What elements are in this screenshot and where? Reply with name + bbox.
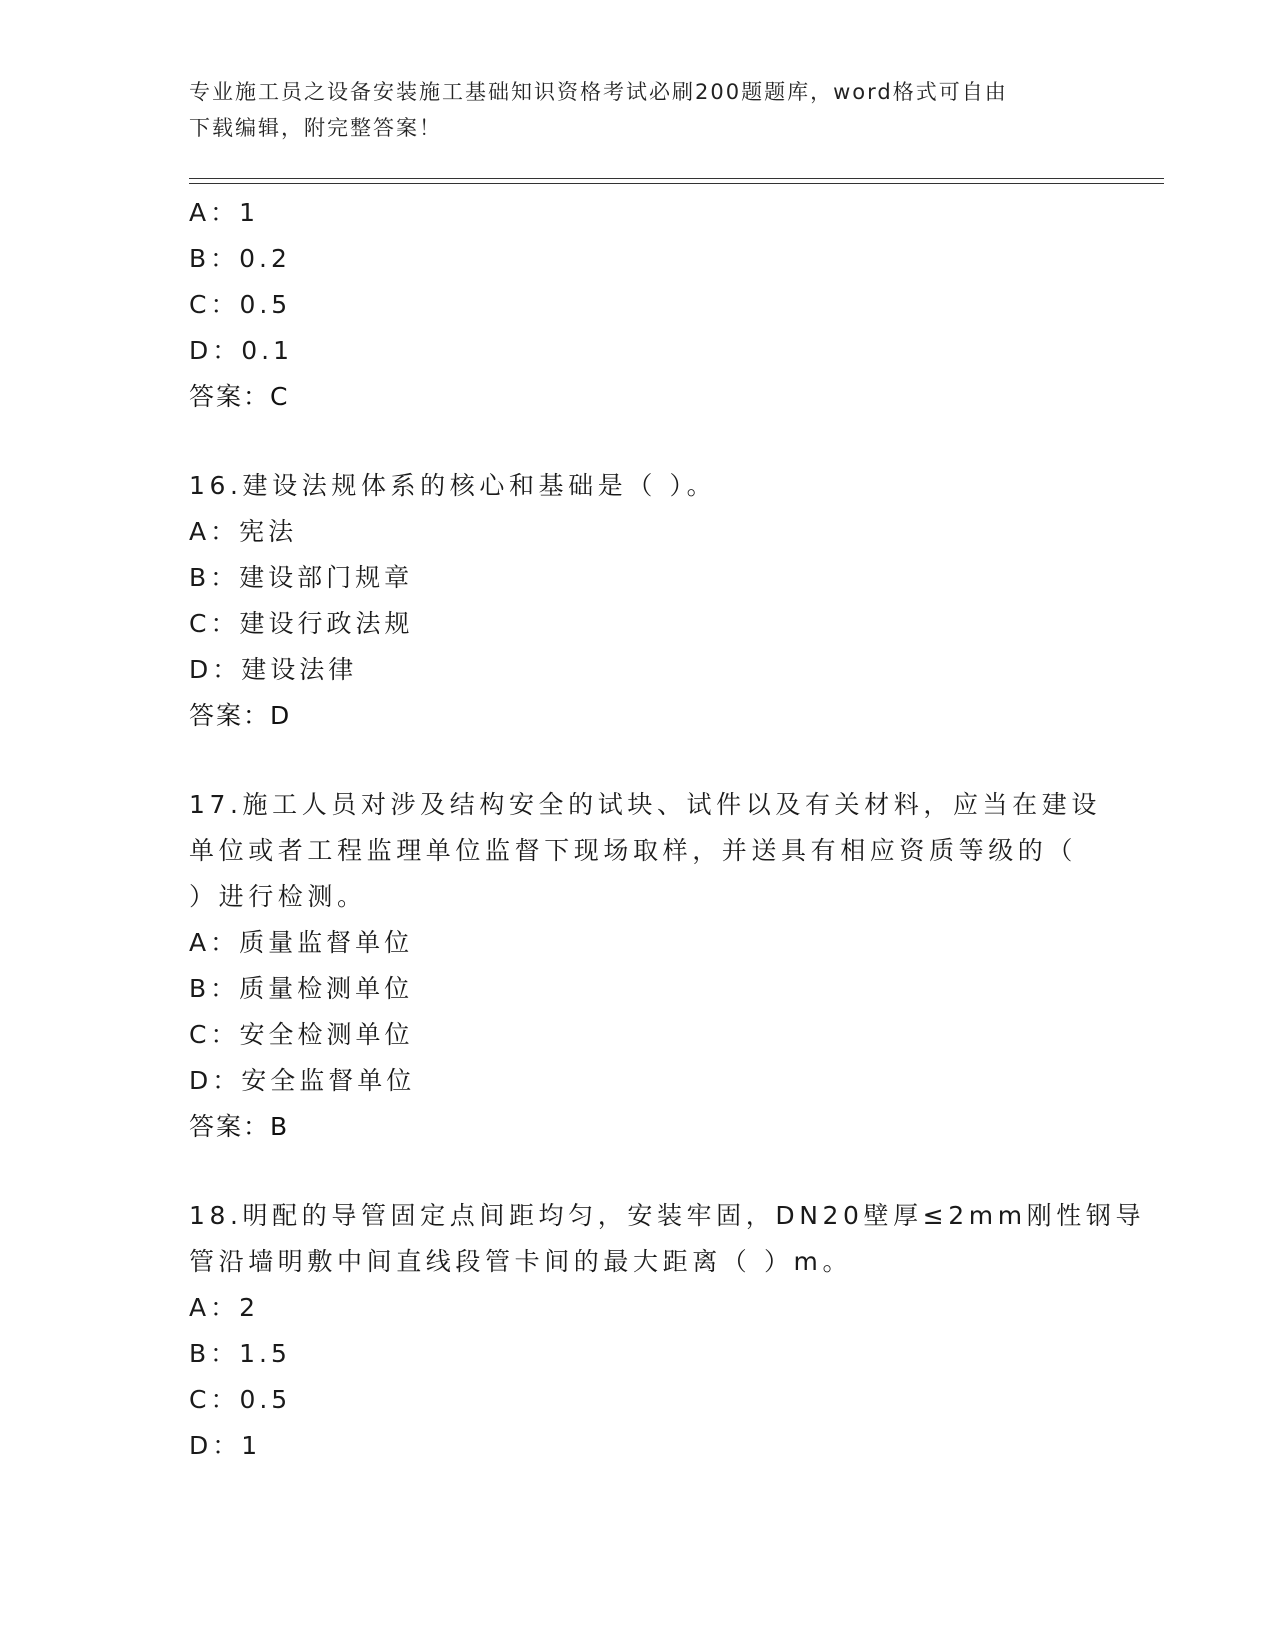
question-block <box>189 782 1101 1150</box>
question-stem: 17.施工人员对涉及结构安全的试块、试件以及有关材料，应当在建设 <box>189 790 1101 819</box>
header-line-2: 下载编辑，附完整答案！ <box>189 116 442 140</box>
option-d: D：1 <box>189 1431 262 1460</box>
question-block <box>189 1193 1146 1469</box>
option-a: A：1 <box>189 198 260 227</box>
question-stem: 单位或者工程监理单位监督下现场取样，并送具有相应资质等级的（ <box>189 836 1078 865</box>
question-stem: 管沿墙明敷中间直线段管卡间的最大距离（ ）m。 <box>189 1247 853 1276</box>
question-stem: 16.建设法规体系的核心和基础是（ ）。 <box>189 471 717 500</box>
question-stem: ）进行检测。 <box>189 882 367 911</box>
option-c: C：0.5 <box>189 290 292 319</box>
option-d: D：安全监督单位 <box>189 1066 416 1095</box>
spacer <box>189 420 1089 463</box>
answer-line: 答案：C <box>189 382 290 411</box>
option-d: D：建设法律 <box>189 655 358 684</box>
option-d: D：0.1 <box>189 336 294 365</box>
option-a: A：质量监督单位 <box>189 928 414 957</box>
header-line-1: 专业施工员之设备安装施工基础知识资格考试必刷200题题库，word格式可自由 <box>189 80 1008 104</box>
option-a: A：宪法 <box>189 517 298 546</box>
question-list <box>189 190 1146 1469</box>
spacer <box>189 1150 1089 1193</box>
option-b: B：建设部门规章 <box>189 563 414 592</box>
option-b: B：质量检测单位 <box>189 974 414 1003</box>
option-b: B：0.2 <box>189 244 291 273</box>
question-stem: 18.明配的导管固定点间距均匀，安装牢固，DN20壁厚≤2mm刚性钢导 <box>189 1201 1146 1230</box>
answer-line: 答案：B <box>189 1112 290 1141</box>
header-divider-top <box>189 178 1164 179</box>
question-block <box>189 463 1089 739</box>
option-c: C：0.5 <box>189 1385 292 1414</box>
option-c: C：安全检测单位 <box>189 1020 414 1049</box>
document-header <box>189 74 1089 146</box>
option-a: A：2 <box>189 1293 260 1322</box>
option-b: B：1.5 <box>189 1339 291 1368</box>
answer-line: 答案：D <box>189 701 292 730</box>
spacer <box>189 739 1089 782</box>
option-c: C：建设行政法规 <box>189 609 414 638</box>
header-divider-bottom <box>189 183 1164 184</box>
question-block <box>189 190 1089 420</box>
